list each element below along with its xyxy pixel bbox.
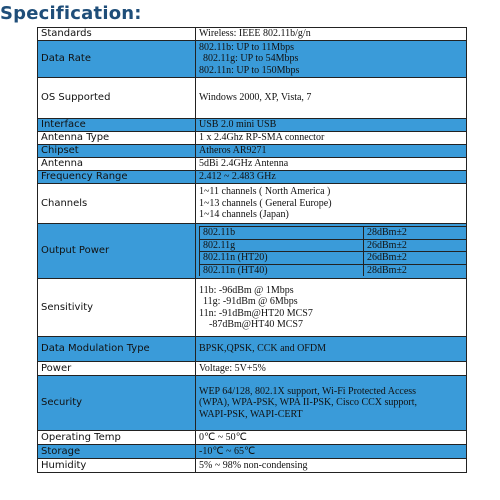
spec-value: 1~11 channels ( North America ) 1~13 channels ( General Europe) 1~14 channels (Japan) <box>196 184 467 224</box>
spec-row-antenna <box>38 158 467 171</box>
spec-row-chipset <box>38 145 467 158</box>
spec-value: WEP 64/128, 802.1X support, Wi-Fi Protected Access (WPA), WPA-PSK, WPA II-PSK, Cisco CCX support, WAPI-PSK, WAPI-CERT <box>196 376 467 431</box>
spec-label: Humidity <box>38 459 196 473</box>
page-title: Specification: <box>0 3 142 24</box>
spec-value: 11b: -96dBm @ 1Mbps 11g: -91dBm @ 6Mbps 11n: -91dBm@HT20 MCS7 -87dBm@HT40 MCS7 <box>196 279 467 337</box>
spec-label: Interface <box>38 119 196 132</box>
spec-row-humidity <box>38 459 467 473</box>
spec-row-sensitivity <box>38 279 467 337</box>
power-mode: 802.11n (HT40) <box>200 264 364 276</box>
spec-label: Sensitivity <box>38 279 196 337</box>
spec-label: Power <box>38 362 196 376</box>
spec-row-operating-temp <box>38 431 467 445</box>
power-level: 28dBm±2 <box>364 227 467 240</box>
spec-value: 1 x 2.4Ghz RP-SMA connector <box>196 132 467 145</box>
spec-value: Windows 2000, XP, Vista, 7 <box>196 78 467 119</box>
spec-row-frequency-range <box>38 171 467 184</box>
spec-value: 802.11b: UP to 11Mbps 802.11g: UP to 54Mbps 802.11n: UP to 150Mbps <box>196 41 467 78</box>
power-row <box>200 264 467 276</box>
spec-label: Standards <box>38 28 196 41</box>
power-row <box>200 252 467 265</box>
spec-label: Output Power <box>38 224 196 279</box>
spec-value: USB 2.0 mini USB <box>196 119 467 132</box>
spec-label: Security <box>38 376 196 431</box>
power-level: 28dBm±2 <box>364 264 467 276</box>
spec-label: Antenna <box>38 158 196 171</box>
power-mode: 802.11g <box>200 239 364 252</box>
power-level: 26dBm±2 <box>364 239 467 252</box>
spec-value: Atheros AR9271 <box>196 145 467 158</box>
spec-row-interface <box>38 119 467 132</box>
spec-row-data-modulation-type <box>38 337 467 362</box>
spec-row-security <box>38 376 467 431</box>
spec-value: Voltage: 5V+5% <box>196 362 467 376</box>
power-row <box>200 239 467 252</box>
power-mode: 802.11n (HT20) <box>200 252 364 265</box>
spec-value: BPSK,QPSK, CCK and OFDM <box>196 337 467 362</box>
spec-label: Data Modulation Type <box>38 337 196 362</box>
spec-row-antenna-type <box>38 132 467 145</box>
spec-value: -10℃ ~ 65℃ <box>196 445 467 459</box>
spec-label: OS Supported <box>38 78 196 119</box>
spec-row-power <box>38 362 467 376</box>
spec-value: 2.412 ~ 2.483 GHz <box>196 171 467 184</box>
spec-label: Chipset <box>38 145 196 158</box>
spec-value: 0℃ ~ 50℃ <box>196 431 467 445</box>
spec-row-data-rate <box>38 41 467 78</box>
power-mode: 802.11b <box>200 227 364 240</box>
spec-value: 5% ~ 98% non-condensing <box>196 459 467 473</box>
spec-label: Operating Temp <box>38 431 196 445</box>
spec-row-standards <box>38 28 467 41</box>
spec-label: Frequency Range <box>38 171 196 184</box>
spec-label: Antenna Type <box>38 132 196 145</box>
spec-value: Wireless: IEEE 802.11b/g/n <box>196 28 467 41</box>
spec-row-output-power <box>38 224 467 279</box>
spec-label: Storage <box>38 445 196 459</box>
spec-row-storage <box>38 445 467 459</box>
power-level: 26dBm±2 <box>364 252 467 265</box>
specification-table <box>37 27 467 473</box>
spec-row-channels <box>38 184 467 224</box>
spec-label: Channels <box>38 184 196 224</box>
output-power-subtable <box>196 224 467 279</box>
spec-label: Data Rate <box>38 41 196 78</box>
spec-value: 5dBi 2.4GHz Antenna <box>196 158 467 171</box>
power-row <box>200 227 467 240</box>
spec-row-os-supported <box>38 78 467 119</box>
